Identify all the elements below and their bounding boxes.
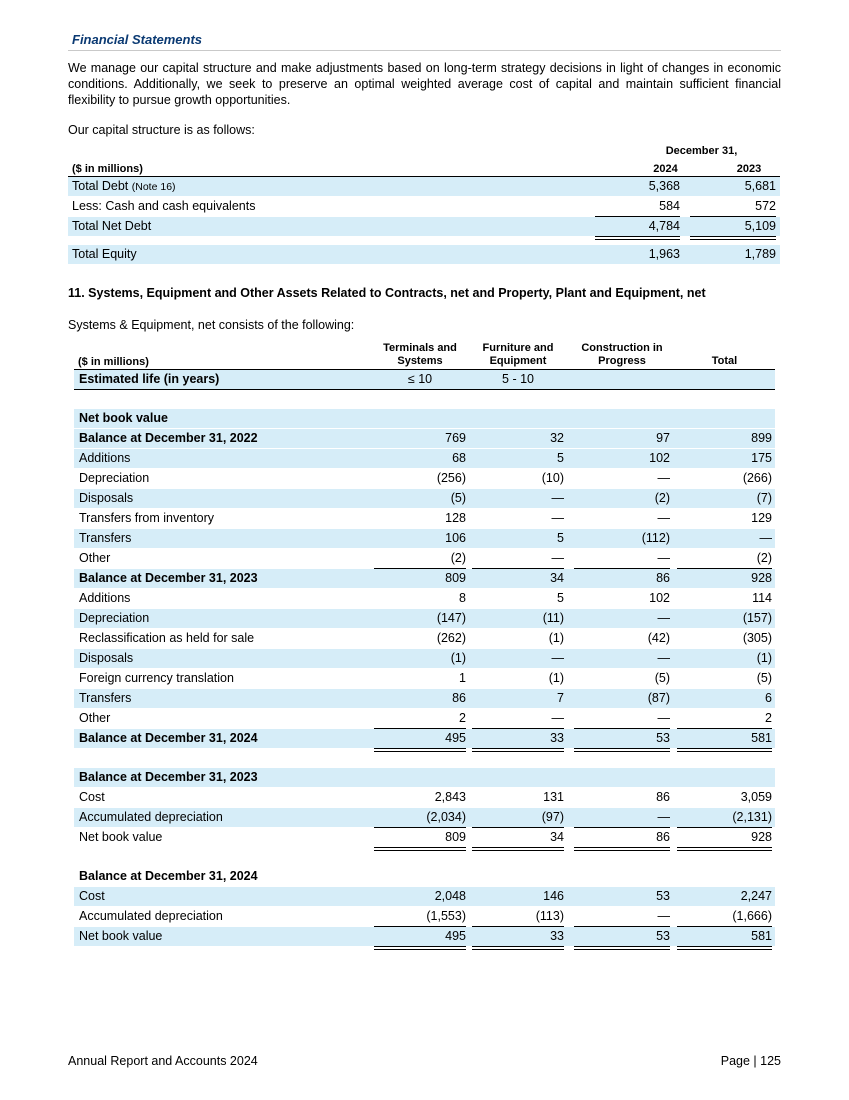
capital-management-paragraph: We manage our capital structure and make adjustments based on long-term strategy decisions in light of changes in economic conditions. Additionally, we seek to preserve an optimal weighted average cost of capital and maintain sufficient financial flexibility to pursue growth opportunities. [68, 61, 781, 107]
row-label: Net book value [79, 411, 168, 425]
table-cell: (266) [742, 471, 772, 485]
table-cell: — [551, 651, 564, 665]
capital-structure-table [68, 143, 780, 265]
unit-label: ($ in millions) [78, 356, 149, 368]
table-cell: — [551, 511, 564, 525]
table-cell: (1,666) [732, 909, 772, 923]
table-cell: (7) [756, 491, 772, 505]
table-cell: — [657, 551, 670, 565]
table-cell: (256) [436, 471, 466, 485]
table-row [68, 197, 780, 216]
table-cell: (5) [756, 671, 772, 685]
table-cell: — [551, 551, 564, 565]
table-cell: 2 [765, 711, 772, 725]
table-cell: 106 [445, 531, 466, 545]
table-row [74, 649, 775, 668]
table-cell: 86 [656, 790, 670, 804]
table-row [74, 828, 775, 847]
row-label: Accumulated depreciation [79, 909, 223, 923]
row-label: Less: Cash and cash equivalents [72, 199, 256, 213]
table-cell: 114 [752, 591, 772, 605]
row-label: Net book value [79, 830, 163, 844]
table-cell: — [657, 909, 670, 923]
table-cell: (2) [756, 551, 772, 565]
table-cell: 581 [751, 929, 772, 943]
row-label: Foreign currency translation [79, 671, 234, 685]
table-cell: (262) [436, 631, 466, 645]
row-label: Total Net Debt [72, 219, 152, 233]
row-label: Total Equity [72, 247, 137, 261]
value-2023: 1,789 [744, 247, 776, 261]
table-cell: 2,048 [434, 889, 466, 903]
table-cell: — [657, 810, 670, 824]
table-cell: 53 [656, 929, 670, 943]
table-cell: (2) [450, 551, 466, 565]
table-cell: 34 [550, 830, 564, 844]
table-cell: 86 [452, 691, 466, 705]
table-row [74, 808, 775, 827]
row-label: Depreciation [79, 611, 150, 625]
table-cell: (1) [756, 651, 772, 665]
table-cell: 7 [557, 691, 564, 705]
table-row [74, 509, 775, 528]
table-cell: — [759, 531, 772, 545]
table-row [74, 529, 775, 548]
table-cell: 5 [557, 451, 564, 465]
column-header: Terminals and Systems [374, 342, 466, 370]
table-cell: 53 [656, 889, 670, 903]
table-cell: 5 - 10 [502, 372, 534, 386]
table-cell: (157) [742, 611, 772, 625]
table-cell: 495 [445, 731, 466, 745]
table-cell: (87) [647, 691, 670, 705]
table-cell: 53 [656, 731, 670, 745]
value-2024: 1,963 [648, 247, 680, 261]
capital-structure-intro: Our capital structure is as follows: [68, 123, 255, 137]
table-cell: 5 [557, 531, 564, 545]
table-cell: 34 [550, 571, 564, 585]
column-header: Total [677, 355, 772, 370]
row-label: Additions [79, 591, 131, 605]
row-label: Balance at December 31, 2024 [79, 869, 258, 883]
table-row [74, 709, 775, 728]
page-section-title: Financial Statements [72, 32, 203, 47]
row-label: Net book value [79, 929, 163, 943]
row-label: Accumulated depreciation [79, 810, 223, 824]
table-cell: 33 [550, 731, 564, 745]
table-cell: 809 [445, 571, 466, 585]
table-cell: — [551, 711, 564, 725]
table-cell: — [657, 711, 670, 725]
table-cell: 1 [459, 671, 466, 685]
value-2024: 4,784 [648, 219, 680, 233]
systems-table-body [74, 370, 775, 946]
section-11-heading: 11. Systems, Equipment and Other Assets Related to Contracts, net and Property, Plant and Equipment, net [68, 286, 706, 300]
table-cell: (1) [450, 651, 466, 665]
table-cell: — [551, 491, 564, 505]
row-label: Transfers [79, 531, 132, 545]
table-cell: 86 [656, 830, 670, 844]
row-label: Transfers [79, 691, 132, 705]
row-label: Transfers from inventory [79, 511, 214, 525]
table-cell: 899 [751, 431, 772, 445]
table-cell: 8 [459, 591, 466, 605]
value-2023: 572 [755, 199, 776, 213]
footer-page-number: Page | 125 [720, 1054, 781, 1068]
year-2024-header: 2024 [653, 163, 678, 175]
row-label: Estimated life (in years) [79, 372, 220, 386]
table-cell: 102 [649, 451, 670, 465]
row-label: Cost [79, 889, 105, 903]
capital-table-header [68, 143, 780, 177]
table-cell: 146 [543, 889, 564, 903]
row-label: Disposals [79, 491, 134, 505]
table-row [74, 429, 775, 448]
table-row [68, 177, 780, 196]
value-2024: 584 [659, 199, 680, 213]
table-row [74, 589, 775, 608]
table-cell: 2,247 [740, 889, 772, 903]
table-cell: ≤ 10 [407, 372, 433, 386]
table-cell: 32 [550, 431, 564, 445]
table-cell: (113) [535, 909, 564, 923]
table-row [74, 907, 775, 926]
systems-equipment-table [74, 339, 775, 947]
table-cell: 495 [445, 929, 466, 943]
table-row [74, 867, 775, 886]
table-cell: 928 [751, 571, 772, 585]
table-cell: (2,131) [732, 810, 772, 824]
note-reference: (Note 16) [131, 181, 176, 193]
value-2023: 5,681 [744, 179, 776, 193]
table-cell: 809 [445, 830, 466, 844]
table-cell: 928 [751, 830, 772, 844]
table-cell: 175 [751, 451, 772, 465]
table-cell: (2) [654, 491, 670, 505]
systems-intro: Systems & Equipment, net consists of the following: [68, 318, 355, 332]
value-2023: 5,109 [744, 219, 776, 233]
row-label: Reclassification as held for sale [79, 631, 255, 645]
table-row [74, 469, 775, 488]
table-cell: 5 [557, 591, 564, 605]
table-cell: 581 [751, 731, 772, 745]
header-divider [68, 50, 781, 51]
table-cell: (42) [647, 631, 670, 645]
table-cell: (2,034) [426, 810, 466, 824]
table-cell: 33 [550, 929, 564, 943]
table-cell: (112) [641, 531, 670, 545]
table-cell: 128 [445, 511, 466, 525]
table-row [74, 927, 775, 946]
table-row [74, 449, 775, 468]
table-cell: 102 [649, 591, 670, 605]
table-row [74, 689, 775, 708]
table-cell: — [657, 471, 670, 485]
row-label: Balance at December 31, 2024 [79, 731, 258, 745]
column-header: Furniture and Equipment [472, 342, 564, 370]
table-row [74, 887, 775, 906]
table-cell: 97 [656, 431, 670, 445]
table-cell: (1) [548, 631, 564, 645]
row-label: Cost [79, 790, 105, 804]
value-2024: 5,368 [648, 179, 680, 193]
column-header: Construction in Progress [574, 342, 670, 370]
table-cell: 769 [445, 431, 466, 445]
table-cell: — [657, 651, 670, 665]
table-cell: 3,059 [740, 790, 772, 804]
table-row [74, 489, 775, 508]
table-cell: (11) [542, 611, 564, 625]
table-row [68, 245, 780, 264]
table-row [74, 669, 775, 688]
row-label: Depreciation [79, 471, 150, 485]
table-cell: 86 [656, 571, 670, 585]
table-cell: (1) [548, 671, 564, 685]
table-cell: (147) [436, 611, 466, 625]
period-header: December 31, [665, 145, 738, 157]
table-cell: (5) [450, 491, 466, 505]
table-cell: (5) [654, 671, 670, 685]
table-row [74, 370, 775, 389]
table-row [74, 569, 775, 588]
table-row [74, 549, 775, 568]
systems-table-header [74, 339, 775, 370]
row-label: Balance at December 31, 2023 [79, 571, 258, 585]
footer-report-title: Annual Report and Accounts 2024 [68, 1054, 258, 1068]
row-label: Disposals [79, 651, 134, 665]
unit-label: ($ in millions) [72, 163, 143, 175]
row-label: Balance at December 31, 2022 [79, 431, 258, 445]
table-cell: (305) [742, 631, 772, 645]
row-label: Other [79, 711, 111, 725]
table-row [74, 409, 775, 428]
table-cell: 2 [459, 711, 466, 725]
table-cell: 6 [765, 691, 772, 705]
table-cell: — [657, 511, 670, 525]
table-row [74, 788, 775, 807]
table-row [74, 609, 775, 628]
row-label: Other [79, 551, 111, 565]
table-row [74, 629, 775, 648]
table-cell: (10) [541, 471, 564, 485]
table-cell: 131 [543, 790, 564, 804]
row-label: Additions [79, 451, 131, 465]
table-cell: (1,553) [426, 909, 466, 923]
table-cell: — [657, 611, 670, 625]
table-cell: 68 [452, 451, 466, 465]
table-row [74, 729, 775, 748]
table-cell: 2,843 [434, 790, 466, 804]
table-row [74, 768, 775, 787]
row-label: Total Debt [72, 179, 129, 193]
table-row [68, 217, 780, 236]
row-label: Balance at December 31, 2023 [79, 770, 258, 784]
table-cell: (97) [541, 810, 564, 824]
table-cell: 129 [751, 511, 772, 525]
year-2023-header: 2023 [736, 163, 762, 175]
